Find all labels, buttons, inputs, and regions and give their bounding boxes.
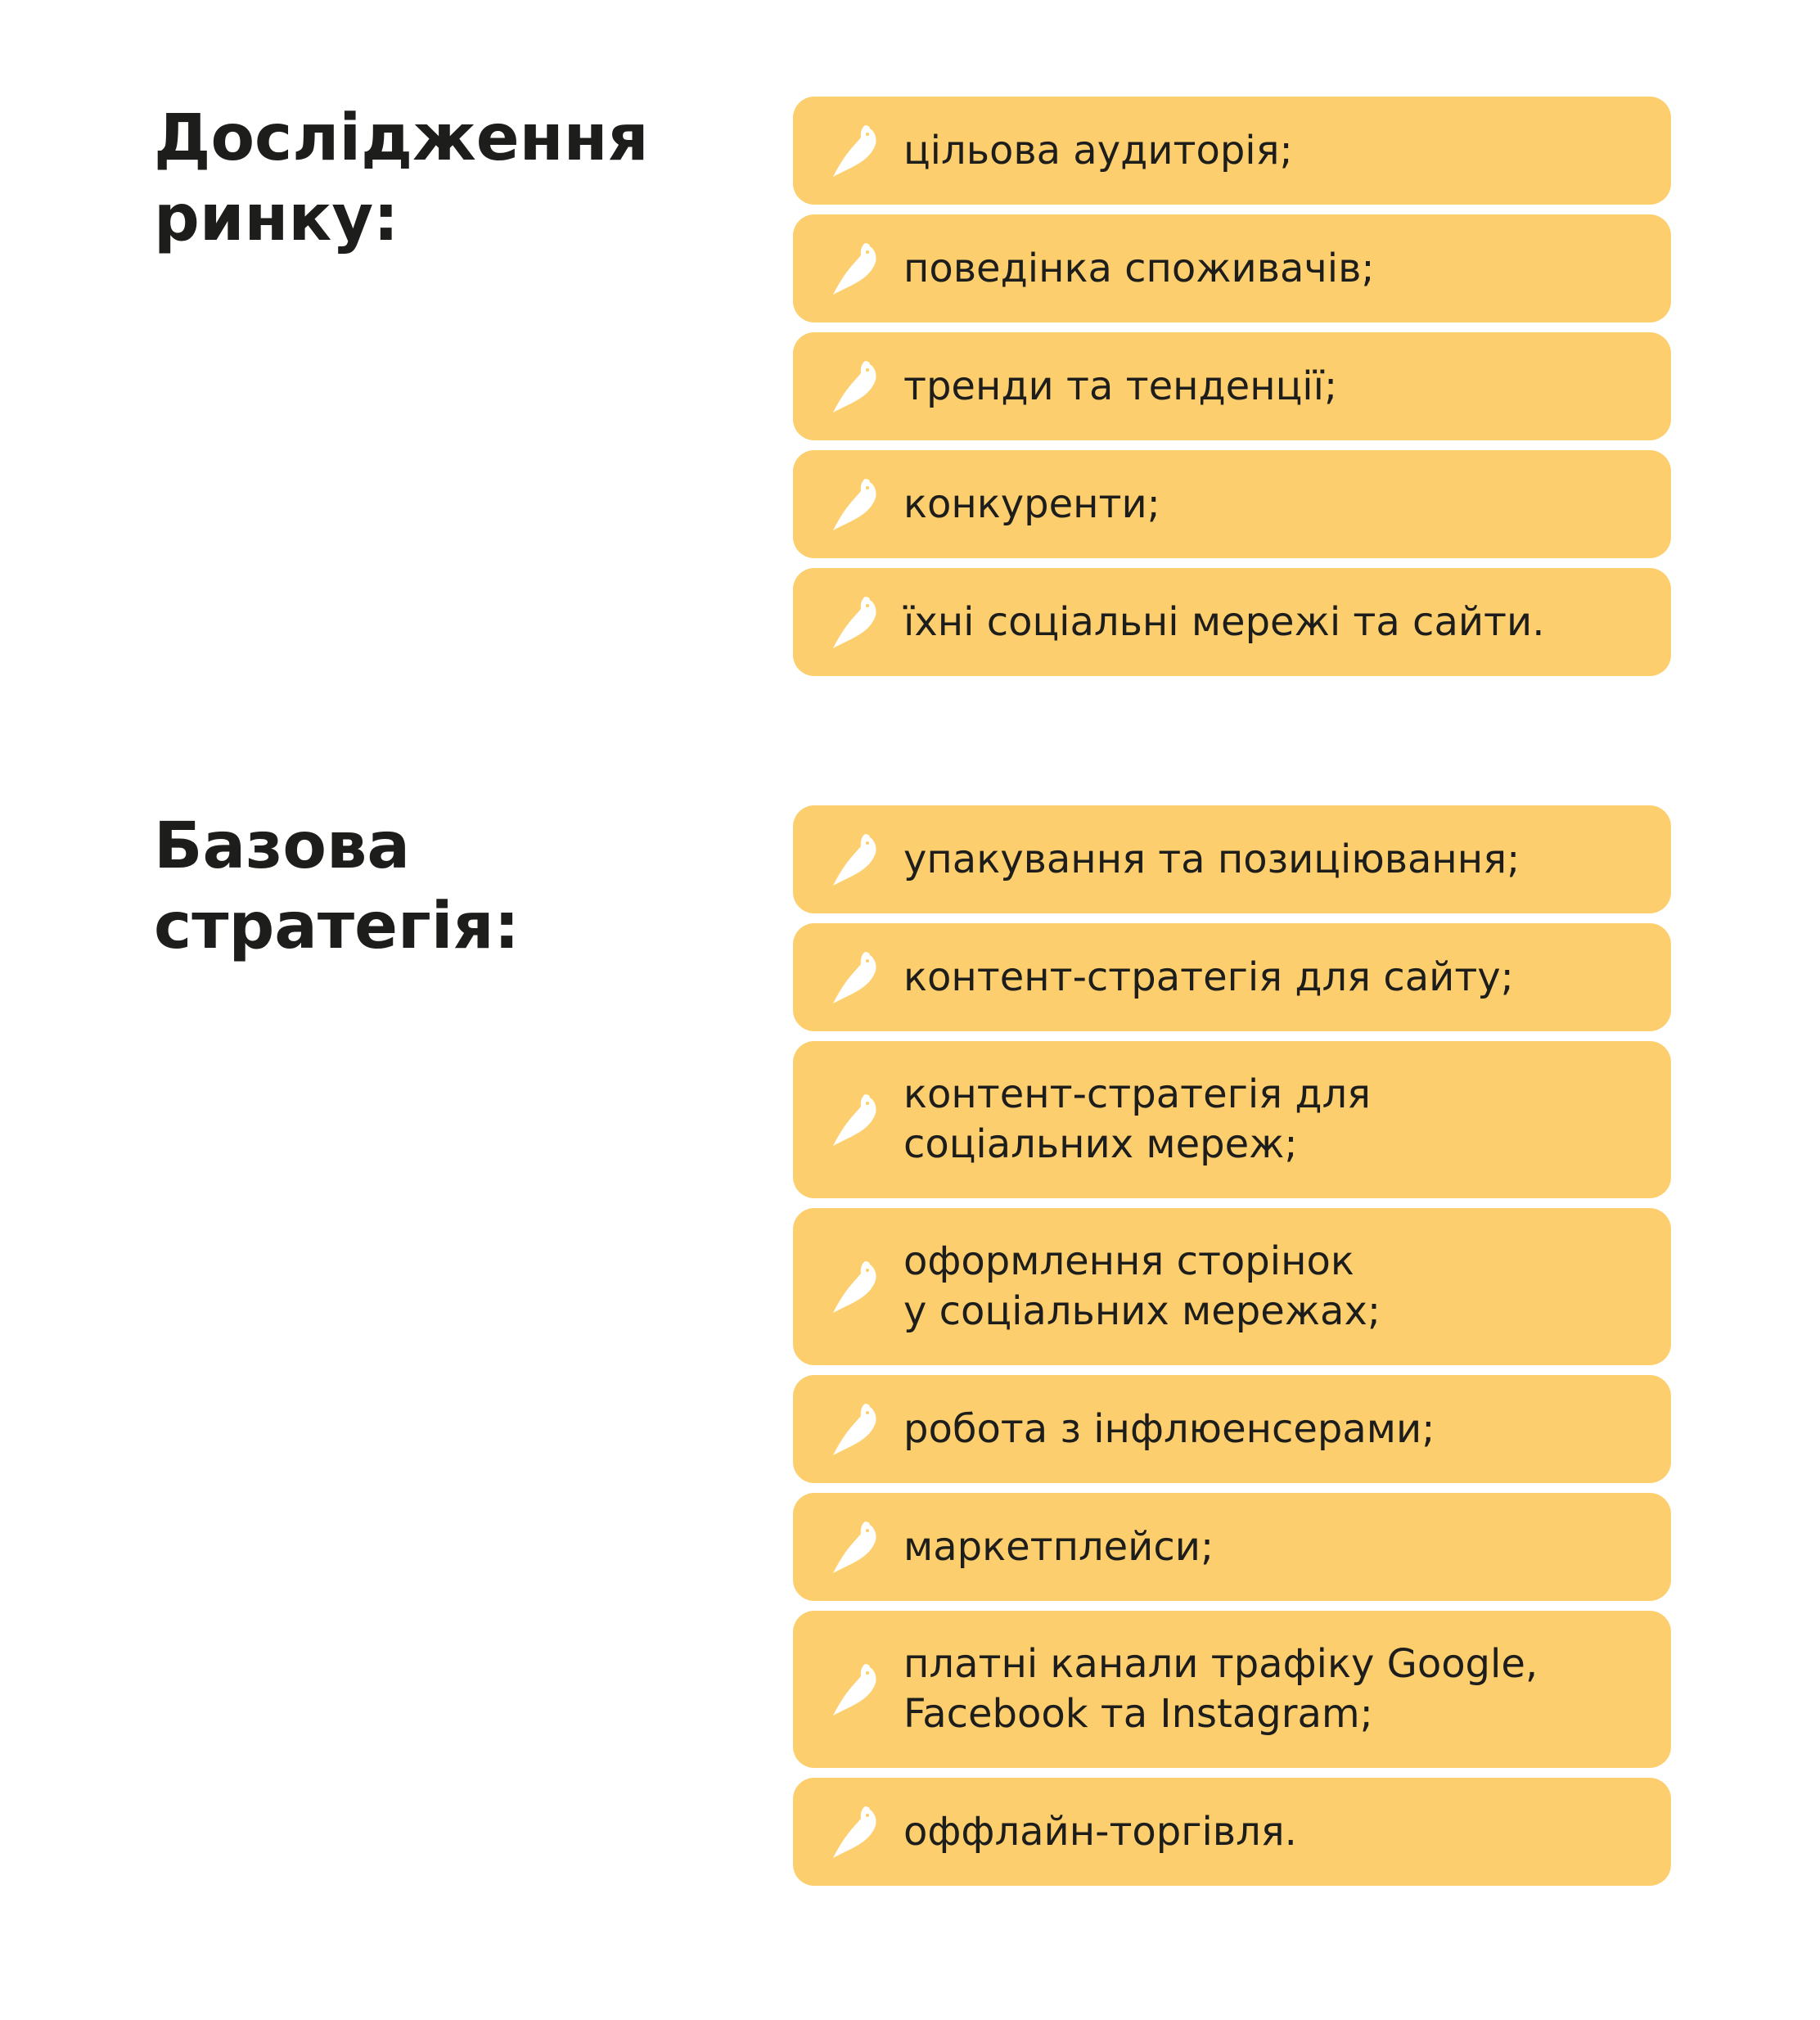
section-title-line: Базова: [154, 809, 410, 883]
list-item-text: оформлення сторінок у соціальних мережах;: [903, 1238, 1381, 1334]
list-item-text: упакування та позиціювання;: [903, 836, 1520, 882]
bird-leaf-icon: [831, 1401, 878, 1457]
list-item-text: конкуренти;: [903, 480, 1160, 527]
list-item-text: контент-стратегія для соціальних мереж;: [903, 1071, 1372, 1167]
section-title-line: Дослідження: [154, 101, 649, 175]
list-item-text: платні канали трафіку Google, Facebook та Instagram;: [903, 1641, 1538, 1737]
list-item-text: оффлайн-торгівля.: [903, 1808, 1297, 1855]
list-item: [793, 214, 1671, 322]
list-item-text: контент-стратегія для сайту;: [903, 954, 1514, 1000]
section-title-line: ринку:: [154, 182, 399, 255]
list-item: [793, 923, 1671, 1031]
list-item-text: тренди та тенденції;: [903, 363, 1338, 409]
section-title-basic-strategy: [154, 806, 727, 967]
bird-leaf-icon: [831, 594, 878, 650]
list-item: [793, 450, 1671, 558]
market-research-list: [793, 97, 1671, 686]
list-item: [793, 1375, 1671, 1483]
list-item: [793, 1493, 1671, 1601]
list-item: [793, 1041, 1671, 1198]
bird-leaf-icon: [831, 832, 878, 887]
list-item-text: маркетплейси;: [903, 1523, 1214, 1570]
bird-leaf-icon: [831, 1092, 878, 1148]
bird-leaf-icon: [831, 476, 878, 532]
list-item-text: поведінка споживачів;: [903, 245, 1375, 291]
bird-leaf-icon: [831, 123, 878, 178]
list-item: [793, 332, 1671, 440]
bird-leaf-icon: [831, 949, 878, 1005]
list-item: [793, 97, 1671, 205]
list-item-text: робота з інфлюенсерами;: [903, 1405, 1435, 1452]
section-title-market-research: [154, 98, 727, 259]
list-item: [793, 805, 1671, 913]
bird-leaf-icon: [831, 1519, 878, 1575]
basic-strategy-list: [793, 805, 1671, 1896]
list-item-text: їхні соціальні мережі та сайти.: [903, 598, 1545, 645]
bird-leaf-icon: [831, 1259, 878, 1314]
bird-leaf-icon: [831, 1804, 878, 1860]
bird-leaf-icon: [831, 241, 878, 296]
list-item-text: цільова аудиторія;: [903, 127, 1293, 174]
list-item: [793, 1611, 1671, 1768]
list-item: [793, 1778, 1671, 1886]
bird-leaf-icon: [831, 1662, 878, 1717]
list-item: [793, 1208, 1671, 1365]
bird-leaf-icon: [831, 358, 878, 414]
list-item: [793, 568, 1671, 676]
section-title-line: стратегія:: [154, 890, 520, 963]
